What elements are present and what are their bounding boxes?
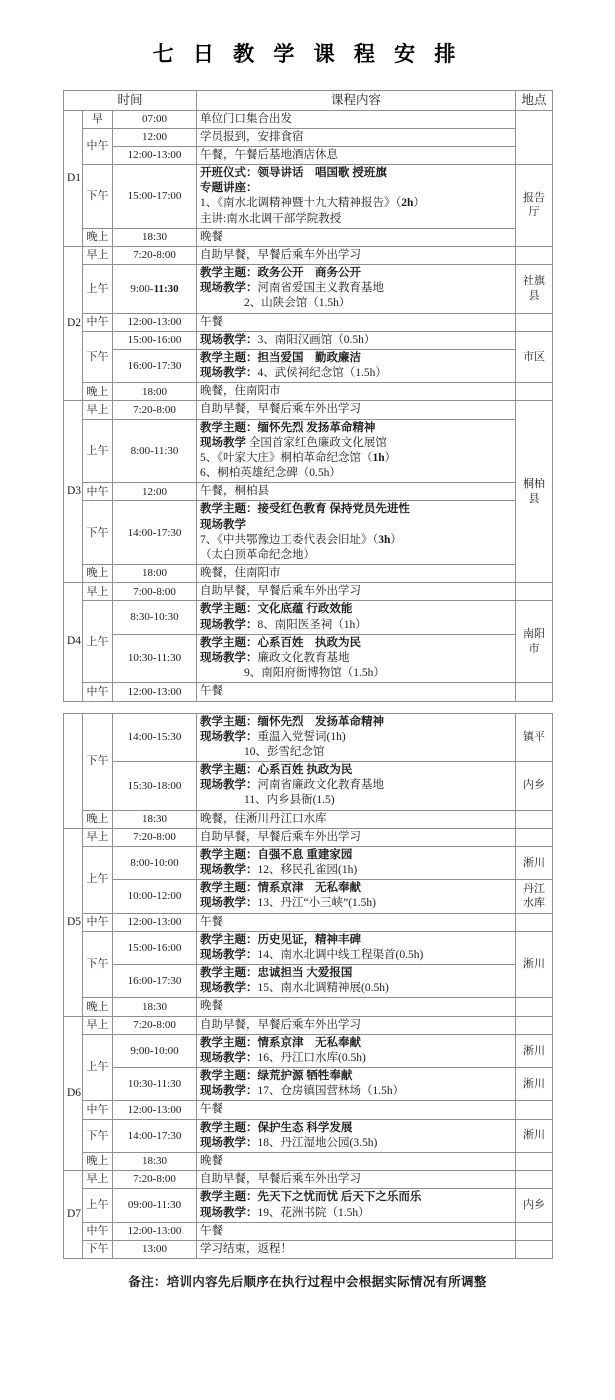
content-cell: 午餐，桐柏县	[197, 483, 516, 501]
period-label: 下午	[83, 1240, 113, 1258]
footer-note: 备注：培训内容先后顺序在执行过程中会根据实际情况有所调整	[128, 1275, 487, 1290]
table-row	[64, 419, 553, 483]
content-text: 河南省廉政文化教育基地	[257, 779, 384, 792]
content-text: 17、仓房镇国营林场（1.5h）	[257, 1085, 405, 1098]
content-cell	[197, 1189, 516, 1222]
place-cell: 镇平	[516, 713, 553, 762]
content-label: 现场教学：	[200, 897, 258, 910]
content-cell	[197, 1119, 516, 1152]
period-label: 晚上	[83, 998, 113, 1016]
content-label: 现场教学：	[200, 618, 258, 631]
period-label: 上午	[83, 846, 113, 913]
period-label: 下午	[83, 713, 113, 810]
time-cell: 12:00-13:00	[113, 1222, 197, 1240]
place-cell: 桐柏县	[516, 401, 553, 583]
content-cell	[197, 880, 516, 913]
time-cell: 8:00-11:30	[113, 419, 197, 483]
table-row	[64, 880, 553, 913]
period-label: 早上	[83, 401, 113, 419]
place-cell	[516, 1101, 553, 1119]
table-row	[64, 501, 553, 565]
period-label: 上午	[83, 265, 113, 314]
content-text: 14、南水北调中线工程渠首(0.5h)	[257, 948, 424, 961]
content-line	[200, 730, 512, 745]
header-content: 课程内容	[197, 91, 516, 111]
content-line: 教学主题：心系百姓 执政为民	[200, 764, 353, 777]
place-cell: 淅川	[516, 1034, 553, 1067]
table-row	[64, 1119, 553, 1152]
time-cell: 18:30	[113, 1152, 197, 1170]
place-cell: 南阳市	[516, 601, 553, 683]
place-cell	[516, 998, 553, 1016]
table-row	[64, 846, 553, 879]
content-cell	[197, 265, 516, 314]
time-cell: 18:30	[113, 810, 197, 828]
period-label: 下午	[83, 1119, 113, 1152]
place-cell	[516, 110, 553, 165]
content-text: 重温入党誓词(1h)	[257, 730, 346, 743]
content-cell	[197, 349, 516, 382]
content-line: 6、桐柏英雄纪念碑（0.5h）	[200, 467, 341, 480]
content-line: 教学主题：保护生态 科学发展	[200, 1121, 353, 1134]
place-cell	[516, 583, 553, 601]
content-label: 现场教学：	[200, 948, 258, 961]
period-label: 下午	[83, 331, 113, 383]
time-cell: 13:00	[113, 1240, 197, 1258]
time-cell: 15:30-18:00	[113, 762, 197, 811]
time-cell: 7:20-8:00	[113, 1016, 197, 1034]
table-row	[64, 110, 553, 128]
table-row	[64, 683, 553, 701]
content-line	[200, 793, 512, 808]
content-cell	[197, 331, 516, 349]
content-cell: 自助早餐，早餐后乘车外出学习	[197, 828, 516, 846]
content-text: 10、彭雪纪念馆	[244, 745, 325, 758]
content-label: 现场教学：	[200, 779, 258, 792]
time-cell: 12:00-13:00	[113, 1101, 197, 1119]
table-row	[64, 828, 553, 846]
schedule-table-part2	[63, 713, 553, 1260]
time-cell: 07:00	[113, 110, 197, 128]
period-label: 晚上	[83, 810, 113, 828]
content-text: 廉政文化教育基地	[257, 652, 350, 664]
place-cell	[516, 683, 553, 701]
table-row	[64, 998, 553, 1016]
content-line	[200, 436, 512, 451]
content-label: 现场教学：	[200, 1136, 258, 1149]
content-cell	[197, 846, 516, 879]
content-cell	[197, 762, 516, 811]
day-label-d5: D5	[64, 828, 83, 1016]
content-cell	[197, 1068, 516, 1101]
period-label: 上午	[83, 419, 113, 483]
place-cell	[516, 1240, 553, 1258]
content-line	[200, 778, 512, 793]
place-cell: 淅川	[516, 1068, 553, 1101]
table-row	[64, 128, 553, 146]
table-row	[64, 565, 553, 583]
place-cell	[516, 246, 553, 264]
content-cell: 单位门口集合出发	[197, 110, 516, 128]
table-row	[64, 931, 553, 964]
place-cell	[516, 1152, 553, 1170]
content-line	[200, 533, 512, 548]
time-cell: 10:00-12:00	[113, 880, 197, 913]
content-line: 教学主题：先天下之忧而忧 后天下之乐而乐	[200, 1191, 422, 1204]
content-line	[200, 745, 512, 760]
content-line	[200, 863, 512, 878]
table-row	[64, 349, 553, 382]
time-cell	[113, 1034, 197, 1067]
content-label: 现场教学：	[200, 1085, 258, 1098]
period-label: 上午	[83, 1034, 113, 1101]
place-cell	[516, 913, 553, 931]
content-line	[200, 451, 512, 466]
header-time: 时间	[64, 91, 197, 111]
period-label: 中午	[83, 313, 113, 331]
content-line: 教学主题：历史见证，精神丰碑	[200, 933, 361, 946]
content-label: 现场教学：	[200, 864, 258, 877]
content-cell	[197, 713, 516, 762]
table-row	[64, 762, 553, 811]
content-line: （太白顶革命纪念地）	[200, 548, 315, 561]
period-label: 早上	[83, 246, 113, 264]
content-line	[200, 281, 512, 296]
time-cell: 15:00-17:00	[113, 165, 197, 229]
table-row	[64, 265, 553, 314]
content-cell: 学习结束，返程！	[197, 1240, 516, 1258]
content-line	[200, 948, 512, 963]
time-cell: 12:00-13:00	[113, 683, 197, 701]
place-cell: 报告厅	[516, 165, 553, 247]
schedule-table-part1	[63, 90, 553, 702]
content-cell: 午餐	[197, 313, 516, 331]
time-cell: 14:00-15:30	[113, 713, 197, 762]
time-cell: 16:00-17:30	[113, 965, 197, 998]
table-row	[64, 165, 553, 229]
table-row	[64, 1016, 553, 1034]
day-label-d4-cont	[64, 713, 83, 828]
content-label: 现场教学：	[200, 367, 258, 380]
content-line	[200, 1051, 512, 1066]
table-row	[64, 1101, 553, 1119]
content-cell	[197, 165, 516, 229]
period-label: 早	[83, 110, 113, 128]
period-label: 晚上	[83, 228, 113, 246]
time-cell: 18:30	[113, 228, 197, 246]
table-row	[64, 146, 553, 164]
period-label: 早上	[83, 1171, 113, 1189]
content-text: ）	[384, 451, 397, 464]
content-text: 河南省爱国主义教育基地	[257, 282, 384, 295]
page-title: 七 日 教 学 课 程 安 排	[152, 42, 463, 66]
content-duration: 1h	[372, 451, 385, 464]
period-label: 中午	[83, 913, 113, 931]
content-cell	[197, 1034, 516, 1067]
content-text: 19、花洲书院（1.5h）	[257, 1206, 370, 1219]
time-cell: 7:20-8:00	[113, 401, 197, 419]
time-cell: 12:00-13:00	[113, 146, 197, 164]
time-cell: 8:00-10:00	[113, 846, 197, 879]
table-row	[64, 601, 553, 634]
time-cell: 18:00	[113, 565, 197, 583]
time-cell	[113, 265, 197, 314]
time-cell: 7:00-8:00	[113, 583, 197, 601]
content-text: ）	[390, 533, 402, 546]
content-text: 2、山陕会馆（1.5h）	[244, 297, 351, 310]
time-cell: 09:00-11:30	[113, 1189, 197, 1222]
content-label: 现场教学	[200, 436, 246, 449]
content-cell: 午餐	[197, 1101, 516, 1119]
period-label: 上午	[83, 1189, 113, 1222]
period-label: 早上	[83, 1016, 113, 1034]
table-row	[64, 483, 553, 501]
period-label: 下午	[83, 501, 113, 565]
time-cell: 7:20-8:00	[113, 246, 197, 264]
time-cell: 12:00	[113, 483, 197, 501]
time-cell: 12:00-13:00	[113, 913, 197, 931]
content-line: 教学主题：缅怀先烈 发扬革命精神	[200, 715, 384, 728]
content-text: 11、内乡县衙(1.5)	[244, 794, 335, 807]
content-text: 全国首家红色廉政文化展馆	[246, 436, 387, 449]
content-text: 3、南阳汉画馆（0.5h）	[257, 333, 376, 346]
content-line	[200, 1084, 512, 1099]
period-label: 晚上	[83, 383, 113, 401]
content-cell: 晚餐	[197, 998, 516, 1016]
content-duration: 3h	[378, 533, 391, 546]
content-cell: 午餐	[197, 913, 516, 931]
table-row	[64, 1222, 553, 1240]
place-cell: 市区	[516, 331, 553, 383]
time-cell: 15:00-16:00	[113, 331, 197, 349]
content-cell: 午餐，午餐后基地酒店休息	[197, 146, 516, 164]
time-cell: 8:30-10:30	[113, 601, 197, 634]
period-label: 中午	[83, 483, 113, 501]
content-cell	[197, 501, 516, 565]
time-cell: 18:00	[113, 383, 197, 401]
table-row	[64, 1189, 553, 1222]
time-end: 11:30	[153, 282, 179, 295]
header-place: 地点	[516, 91, 553, 111]
content-cell: 自助早餐，早餐后乘车外出学习	[197, 1016, 516, 1034]
content-cell	[197, 965, 516, 998]
content-line	[200, 1136, 512, 1151]
table-row	[64, 713, 553, 762]
table-row	[64, 1068, 553, 1101]
content-line: 开班仪式：领导讲话 唱国歌 授班旗	[200, 167, 387, 180]
content-cell: 晚餐，住南阳市	[197, 383, 516, 401]
table-row	[64, 228, 553, 246]
content-line	[200, 1206, 512, 1221]
place-cell: 淅川	[516, 1119, 553, 1152]
content-cell: 自助早餐，早餐后乘车外出学习	[197, 583, 516, 601]
table-row	[64, 965, 553, 998]
page-break-gap	[63, 702, 552, 713]
place-cell	[516, 383, 553, 401]
content-cell	[197, 634, 516, 683]
content-cell: 学员报到，安排食宿	[197, 128, 516, 146]
content-cell	[197, 601, 516, 634]
content-label: 现场教学：	[200, 730, 258, 743]
time-end: 10:00	[153, 1044, 179, 1057]
content-cell: 自助早餐，早餐后乘车外出学习	[197, 401, 516, 419]
place-cell	[516, 810, 553, 828]
place-cell	[516, 828, 553, 846]
place-cell	[516, 1222, 553, 1240]
period-label: 晚上	[83, 565, 113, 583]
content-line: 教学主题：心系百姓 执政为民	[200, 636, 361, 649]
content-label: 现场教学：	[200, 652, 258, 664]
period-label: 中午	[83, 1101, 113, 1119]
content-line: 教学主题：文化底蕴 行政效能	[200, 603, 353, 616]
period-label: 中午	[83, 128, 113, 164]
content-line: 教学主题：接受红色教育 保持党员先进性	[200, 503, 410, 516]
time-cell: 10:30-11:30	[113, 634, 197, 683]
content-cell: 午餐	[197, 683, 516, 701]
content-line: 现场教学	[200, 518, 246, 531]
content-line	[200, 666, 512, 681]
time-cell: 7:20-8:00	[113, 1171, 197, 1189]
table-row	[64, 383, 553, 401]
content-cell: 晚餐，住南阳市	[197, 565, 516, 583]
content-text: 12、移民孔雀园(1h)	[257, 864, 358, 877]
content-text: 15、南水北调精神展(0.5h)	[257, 982, 389, 995]
content-line	[200, 196, 512, 211]
place-cell: 淅川	[516, 846, 553, 879]
table-row	[64, 1171, 553, 1189]
table-row	[64, 1152, 553, 1170]
day-label-d7: D7	[64, 1171, 83, 1259]
period-label: 晚上	[83, 1152, 113, 1170]
place-cell	[516, 1171, 553, 1189]
content-line	[200, 618, 512, 633]
table-row	[64, 331, 553, 349]
content-cell: 午餐	[197, 1222, 516, 1240]
content-line: 教学主题：自强不息 重建家园	[200, 848, 353, 861]
period-label: 中午	[83, 1222, 113, 1240]
time-cell: 12:00-13:00	[113, 313, 197, 331]
content-line: 教学主题：绿荒护源 牺牲奉献	[200, 1070, 353, 1083]
content-text: 13、丹江“小三峡”(1.5h)	[257, 897, 376, 910]
content-cell	[197, 419, 516, 483]
time-cell: 14:00-17:30	[113, 1119, 197, 1152]
content-text: 1、《南水北调精神暨十九大精神报告》（	[200, 197, 402, 210]
content-cell: 自助早餐，早餐后乘车外出学习	[197, 1171, 516, 1189]
content-cell	[197, 931, 516, 964]
content-line	[200, 366, 512, 381]
period-label: 下午	[83, 931, 113, 998]
content-line: 教学主题：情系京津 无私奉献	[200, 882, 361, 895]
period-label: 早上	[83, 828, 113, 846]
content-text: 8、南阳医圣祠（1h）	[257, 618, 367, 631]
content-line: 教学主题：情系京津 无私奉献	[200, 1036, 361, 1049]
place-cell: 社旗县	[516, 265, 553, 314]
content-line: 主讲:南水北调干部学院教授	[200, 212, 342, 225]
content-duration: 2h	[401, 197, 414, 210]
time-cell: 14:00-17:30	[113, 501, 197, 565]
table-row	[64, 1240, 553, 1258]
content-line	[200, 296, 512, 311]
content-cell: 晚餐	[197, 1152, 516, 1170]
table-row	[64, 246, 553, 264]
table-row	[64, 401, 553, 419]
place-cell: 内乡	[516, 1189, 553, 1222]
time-cell: 18:30	[113, 998, 197, 1016]
content-cell: 晚餐，住淅川丹江口水库	[197, 810, 516, 828]
place-cell: 丹江水库	[516, 880, 553, 913]
content-text: 9、南阳府衙博物馆（1.5h）	[244, 667, 385, 680]
period-label: 中午	[83, 683, 113, 701]
table-header-row	[64, 91, 553, 111]
day-label-d2: D2	[64, 246, 83, 401]
time-cell: 10:30-11:30	[113, 1068, 197, 1101]
place-cell: 淅川	[516, 931, 553, 998]
content-text: 4、武侯祠纪念馆（1.5h）	[257, 367, 387, 380]
content-line: 教学主题：忠诚担当 大爱报国	[200, 967, 353, 980]
table-row	[64, 1034, 553, 1067]
time-cell: 16:00-17:30	[113, 349, 197, 382]
period-label: 下午	[83, 165, 113, 229]
time-start: 9:00-	[130, 282, 154, 295]
table-row	[64, 634, 553, 683]
content-label: 现场教学：	[200, 1051, 258, 1064]
content-label: 现场教学：	[200, 333, 258, 346]
table-row	[64, 913, 553, 931]
content-line: 教学主题：缅怀先烈 发扬革命精神	[200, 421, 376, 434]
content-line: 专题讲座：	[200, 182, 258, 195]
day-label-d6: D6	[64, 1016, 83, 1171]
day-label-d1: D1	[64, 110, 83, 246]
period-label: 上午	[83, 601, 113, 683]
content-cell: 晚餐	[197, 228, 516, 246]
content-text: 7、《中共鄂豫边工委代表会旧址》（	[200, 533, 379, 546]
content-text: 16、丹江口水库(0.5h)	[257, 1051, 366, 1064]
content-text: 18、丹江湿地公园(3.5h)	[257, 1136, 378, 1149]
place-cell	[516, 313, 553, 331]
period-label: 早上	[83, 583, 113, 601]
content-text: ）	[413, 197, 425, 210]
content-line	[200, 896, 512, 911]
content-label: 现场教学：	[200, 982, 258, 995]
place-cell: 内乡	[516, 762, 553, 811]
content-cell: 自助早餐，早餐后乘车外出学习	[197, 246, 516, 264]
table-row	[64, 583, 553, 601]
time-start: 9:00-	[130, 1044, 154, 1057]
content-label: 现场教学：	[200, 1206, 258, 1219]
time-cell: 7:20-8:00	[113, 828, 197, 846]
content-line: 教学主题：政务公开 商务公开	[200, 267, 361, 280]
content-text: 5、《叶家大庄》桐柏革命纪念馆（	[200, 451, 373, 464]
day-label-d3: D3	[64, 401, 83, 583]
place-cell	[516, 1016, 553, 1034]
content-label: 现场教学：	[200, 282, 258, 295]
content-line: 教学主题：担当爱国 勤政廉洁	[200, 351, 361, 364]
table-row	[64, 313, 553, 331]
time-cell: 12:00	[113, 128, 197, 146]
table-row	[64, 810, 553, 828]
content-line	[200, 981, 512, 996]
day-label-d4: D4	[64, 583, 83, 701]
content-line	[200, 651, 512, 666]
time-cell: 15:00-16:00	[113, 931, 197, 964]
